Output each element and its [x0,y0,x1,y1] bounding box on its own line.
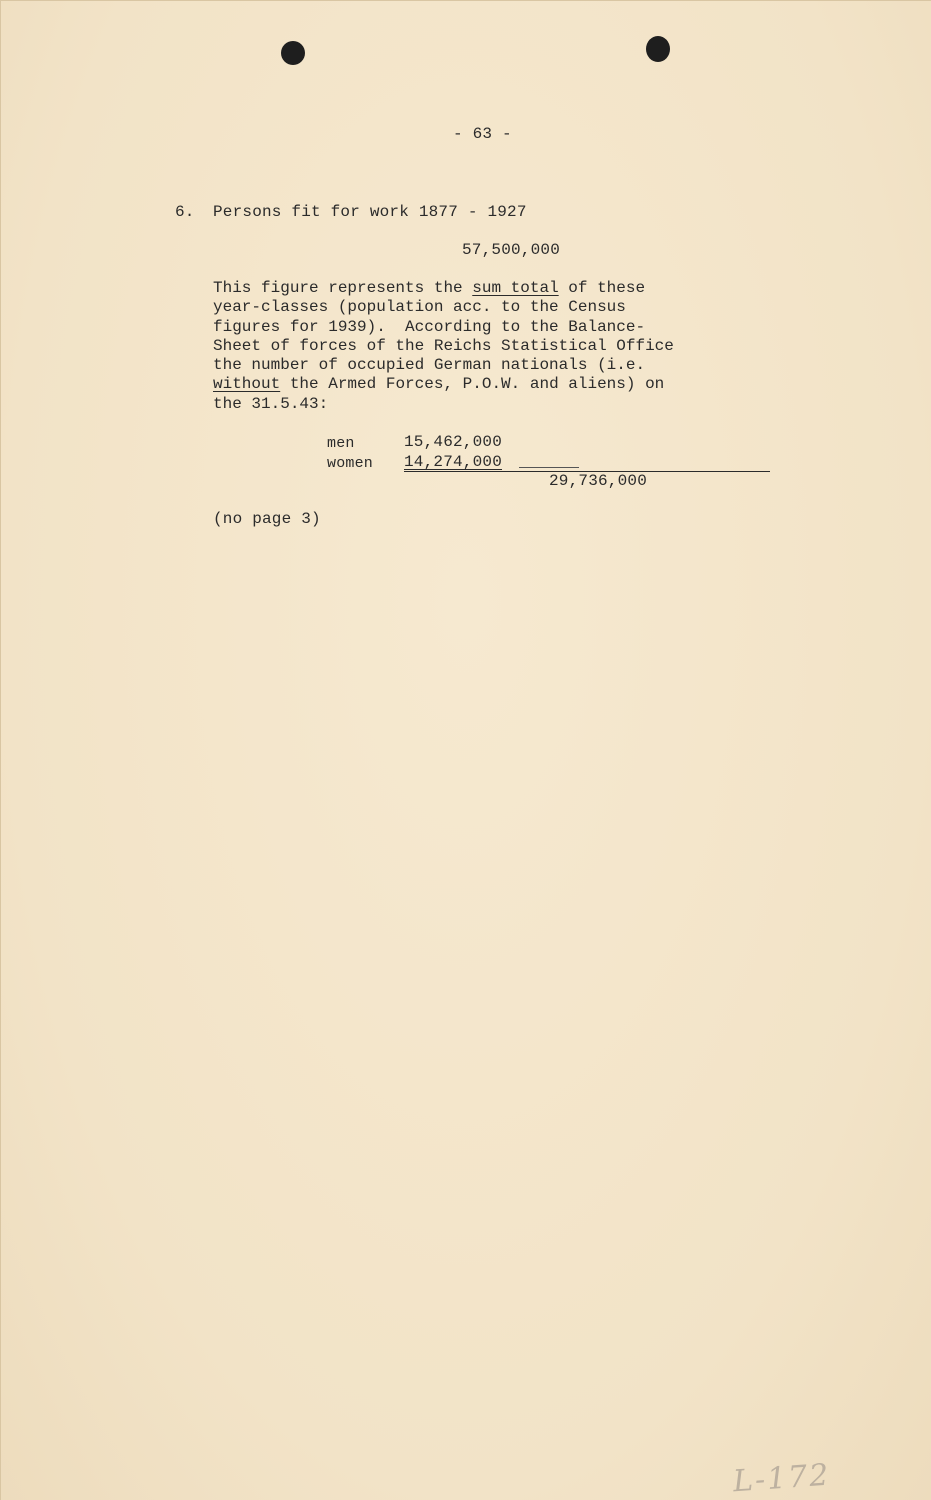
item-number: 6. [175,203,195,221]
body-paragraph [213,279,713,414]
paragraph-line-2: year-classes (population acc. to the Census [213,298,626,317]
archive-mark: L-172 [731,1457,832,1500]
sum-total-value: 29,736,000 [549,472,648,490]
headline-figure: 57,500,000 [462,241,561,259]
row-label-women: women [327,455,374,472]
underlined-sum-total: sum total [472,279,559,297]
paragraph-line-5: the number of occupied German nationals (i.e. [213,356,646,375]
punch-hole-left [281,41,305,65]
paragraph-line-3: figures for 1939). According to the Balance- [213,317,646,336]
paragraph-line-7: the 31.5.43: [213,394,329,413]
paragraph-line-1: This figure represents the sum total of these [213,279,646,297]
row-label-men: men [327,435,355,452]
page-number: - 63 - [453,125,512,143]
punch-hole-right [646,36,670,62]
paragraph-line-4: Sheet of forces of the Reichs Statistical Office [213,336,674,355]
paragraph-line-6: without the Armed Forces, P.O.W. and aliens) on [213,375,665,394]
no-page-note: (no page 3) [213,510,321,528]
short-rule [519,467,579,468]
row-value-women: 14,274,000 [404,453,503,471]
underlined-without: without [213,375,281,394]
item-title: Persons fit for work 1877 - 1927 [213,203,527,221]
row-value-men: 15,462,000 [404,433,503,451]
